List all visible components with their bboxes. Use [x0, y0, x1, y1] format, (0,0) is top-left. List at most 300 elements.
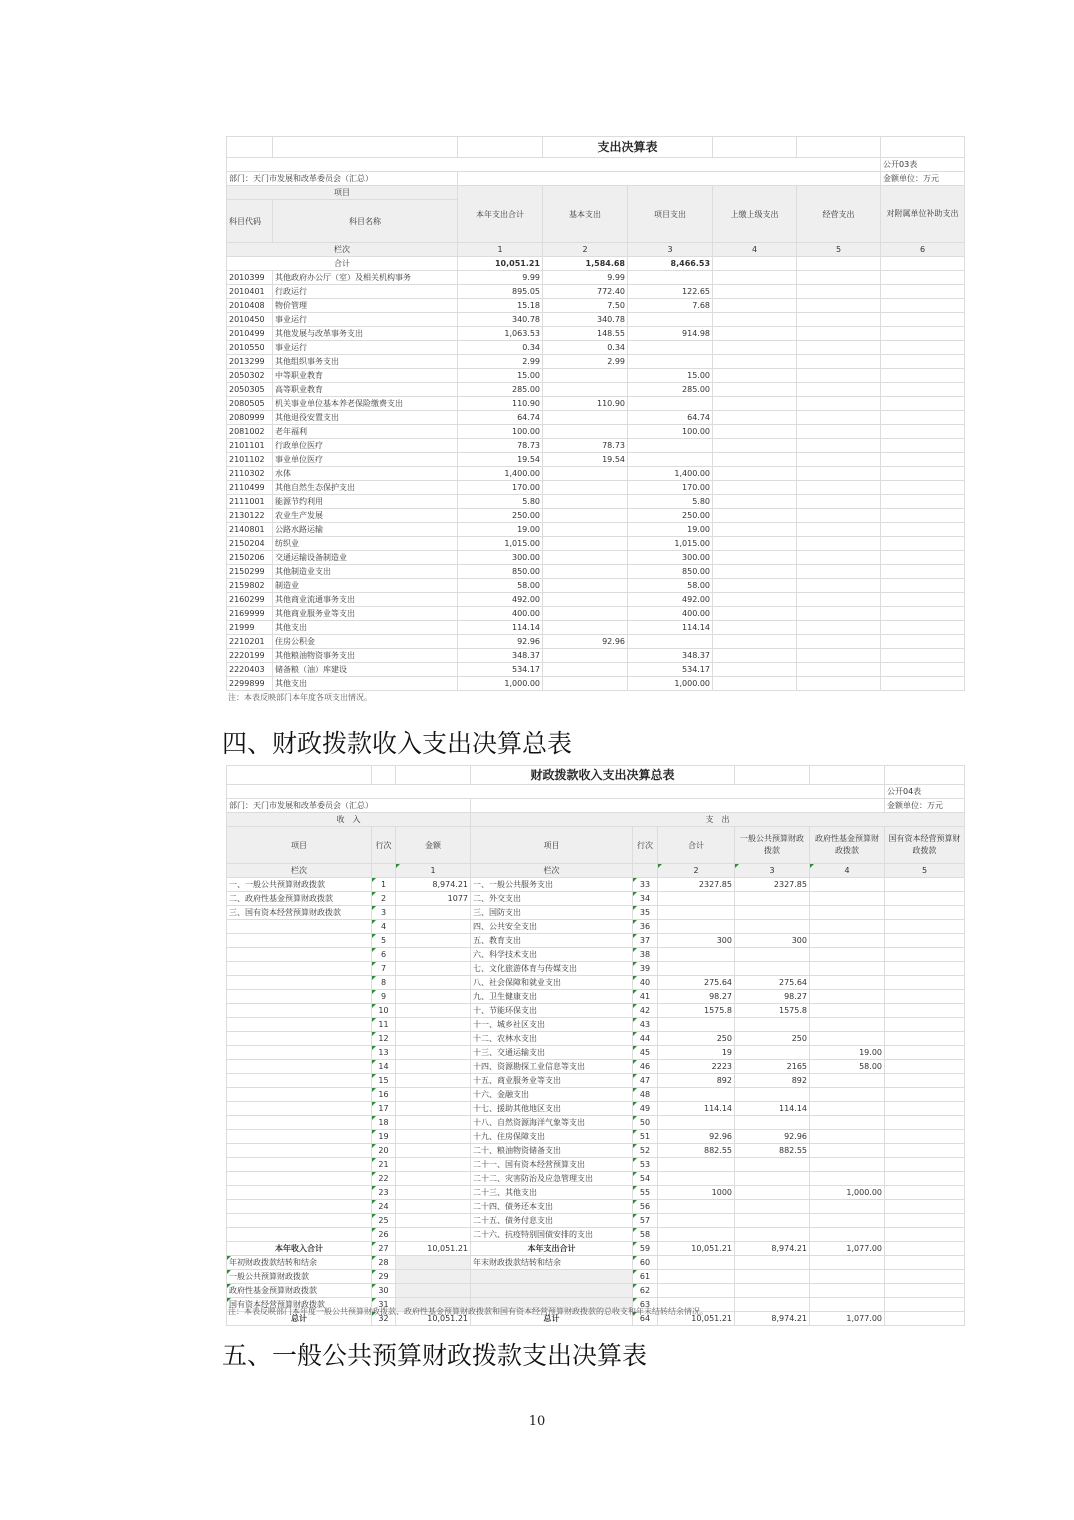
- subject-name: 事业运行: [273, 313, 458, 327]
- line-number: 28: [372, 1256, 396, 1270]
- basic-amount: 772.40: [543, 285, 628, 299]
- total-amount: 1,000.00: [458, 677, 543, 691]
- basic-amount: [543, 383, 628, 397]
- line-number: 1: [372, 878, 396, 892]
- fund-budget: [810, 892, 885, 906]
- seq-label: 栏次: [471, 864, 633, 878]
- empty-cell: [881, 663, 965, 677]
- expense-item: 三、国防支出: [471, 906, 633, 920]
- line-number: 14: [372, 1060, 396, 1074]
- subject-name: 纺织业: [273, 537, 458, 551]
- expense-total: [658, 962, 735, 976]
- state-capital: [885, 1214, 965, 1228]
- total-amount: 110.90: [458, 397, 543, 411]
- table1-unit: 金额单位：万元: [881, 172, 965, 186]
- expense-item: 二十二、灾害防治及应急管理支出: [471, 1172, 633, 1186]
- table-row: [227, 934, 965, 948]
- table-row: [227, 453, 965, 467]
- basic-amount: [543, 649, 628, 663]
- table-row: [227, 1074, 965, 1088]
- expense-total: 1575.8: [658, 1004, 735, 1018]
- empty-cell: [713, 635, 797, 649]
- table-row: [227, 1032, 965, 1046]
- fund-budget: [810, 1130, 885, 1144]
- line-number: 21: [372, 1158, 396, 1172]
- total-amount: 285.00: [458, 383, 543, 397]
- expense-total-label: 本年支出合计: [471, 1242, 633, 1256]
- subject-code: 2010550: [227, 341, 273, 355]
- line-number: 47: [633, 1074, 658, 1088]
- total-amount: 5.80: [458, 495, 543, 509]
- empty-cell: [713, 509, 797, 523]
- empty-cell: [797, 411, 881, 425]
- empty-cell: [881, 495, 965, 509]
- income-item: [227, 1004, 372, 1018]
- income-amount: [396, 948, 471, 962]
- total-amount: 9.99: [458, 271, 543, 285]
- table-row: [227, 383, 965, 397]
- state-capital: [885, 1032, 965, 1046]
- empty-cell: [881, 523, 965, 537]
- table-row: [227, 481, 965, 495]
- income-amount: [396, 1074, 471, 1088]
- expense-item: 九、卫生健康支出: [471, 990, 633, 1004]
- income-amount: [396, 934, 471, 948]
- basic-amount: [543, 607, 628, 621]
- basic-amount: 92.96: [543, 635, 628, 649]
- total-amount: 58.00: [458, 579, 543, 593]
- subject-name: 制造业: [273, 579, 458, 593]
- subject-code: 2159802: [227, 579, 273, 593]
- expense-total: [658, 1158, 735, 1172]
- income-amount: [396, 1004, 471, 1018]
- income-item: [227, 962, 372, 976]
- subject-code: 2220403: [227, 663, 273, 677]
- empty-cell: [713, 341, 797, 355]
- subject-code: 2140801: [227, 523, 273, 537]
- state-capital: [885, 878, 965, 892]
- project-amount: [628, 397, 713, 411]
- subject-code: 2010450: [227, 313, 273, 327]
- line-number: 5: [372, 934, 396, 948]
- total-amount: 64.74: [458, 411, 543, 425]
- fund-budget: [810, 1102, 885, 1116]
- project-amount: 114.14: [628, 621, 713, 635]
- empty-cell: [713, 551, 797, 565]
- expense-item: 二十四、债务还本支出: [471, 1200, 633, 1214]
- line-number: 22: [372, 1172, 396, 1186]
- empty-cell: [797, 439, 881, 453]
- empty-cell: [713, 313, 797, 327]
- empty-cell: [797, 523, 881, 537]
- total-amount: 15.18: [458, 299, 543, 313]
- expense-total: [658, 1088, 735, 1102]
- empty-cell: [797, 313, 881, 327]
- expense-total-fund: 1,077.00: [810, 1242, 885, 1256]
- header-subject-code: 科目代码: [227, 200, 273, 243]
- empty-cell: [713, 565, 797, 579]
- subject-name: 其他退役安置支出: [273, 411, 458, 425]
- expense-total: [658, 920, 735, 934]
- grand-total-label: 总计: [471, 1312, 633, 1326]
- subject-code: 2111001: [227, 495, 273, 509]
- subject-code: 2130122: [227, 509, 273, 523]
- project-amount: 300.00: [628, 551, 713, 565]
- general-budget: [735, 948, 810, 962]
- table-row: [227, 677, 965, 691]
- basic-amount: 148.55: [543, 327, 628, 341]
- project-amount: [628, 635, 713, 649]
- total-amount: 340.78: [458, 313, 543, 327]
- empty-cell: [713, 425, 797, 439]
- empty-cell: [881, 467, 965, 481]
- subject-name: 其他支出: [273, 677, 458, 691]
- income-total-amount: 10,051.21: [396, 1242, 471, 1256]
- empty-cell: [713, 481, 797, 495]
- table-row: [227, 397, 965, 411]
- general-budget: [735, 1046, 810, 1060]
- subject-name: 住房公积金: [273, 635, 458, 649]
- line-number: 57: [633, 1214, 658, 1228]
- line-number: 6: [372, 948, 396, 962]
- table-row: [227, 663, 965, 677]
- total-amount: 100.00: [458, 425, 543, 439]
- empty-cell: [881, 341, 965, 355]
- line-number: 4: [372, 920, 396, 934]
- table-row: [227, 579, 965, 593]
- expense-item: 二、外交支出: [471, 892, 633, 906]
- fund-budget: 58.00: [810, 1060, 885, 1074]
- line-number: 7: [372, 962, 396, 976]
- table-row: [227, 948, 965, 962]
- expense-item: 二十三、其他支出: [471, 1186, 633, 1200]
- total-amount: 850.00: [458, 565, 543, 579]
- table1-title: 支出决算表: [543, 137, 713, 158]
- subject-name: 农业生产发展: [273, 509, 458, 523]
- project-amount: 19.00: [628, 523, 713, 537]
- state-capital: [885, 1130, 965, 1144]
- empty-cell: [713, 355, 797, 369]
- subject-name: 其他制造业支出: [273, 565, 458, 579]
- expense-total: 2327.85: [658, 878, 735, 892]
- expense-item: 十一、城乡社区支出: [471, 1018, 633, 1032]
- empty-cell: [797, 579, 881, 593]
- seq-cell: 5: [797, 243, 881, 257]
- income-amount: 8,974.21: [396, 878, 471, 892]
- empty-cell: [797, 607, 881, 621]
- income-item: [227, 1228, 372, 1242]
- project-amount: [628, 341, 713, 355]
- subject-name: 储备粮（油）库建设: [273, 663, 458, 677]
- income-amount: 1077: [396, 892, 471, 906]
- project-amount: 15.00: [628, 369, 713, 383]
- fund-budget: [810, 1018, 885, 1032]
- subject-code: 21999: [227, 621, 273, 635]
- table-row: [227, 607, 965, 621]
- grand-total-general: 8,974.21: [735, 1312, 810, 1326]
- table-row: [227, 509, 965, 523]
- project-amount: 100.00: [628, 425, 713, 439]
- grand-total-label: 总计: [227, 1312, 372, 1326]
- section-5-title: 五、一般公共预算财政拨款支出决算表: [222, 1341, 648, 1370]
- state-capital: [885, 906, 965, 920]
- line-number: 58: [633, 1228, 658, 1242]
- grand-total-value: 10,051.21: [658, 1312, 735, 1326]
- income-amount: [396, 906, 471, 920]
- table-row: [227, 439, 965, 453]
- subject-code: 2110499: [227, 481, 273, 495]
- empty-cell: [713, 495, 797, 509]
- empty-cell: [797, 271, 881, 285]
- table-row: [227, 962, 965, 976]
- expense-total: 250: [658, 1032, 735, 1046]
- project-amount: [628, 439, 713, 453]
- seq-cell: 3: [735, 864, 810, 878]
- state-capital: [885, 1088, 965, 1102]
- subject-name: 其他组织事务支出: [273, 355, 458, 369]
- subject-code: 2160299: [227, 593, 273, 607]
- line-number: 45: [633, 1046, 658, 1060]
- expense-item: 二十、粮油物资储备支出: [471, 1144, 633, 1158]
- header-fund: 政府性基金预算财政拨款: [810, 827, 885, 864]
- empty-cell: [713, 607, 797, 621]
- subject-code: 2101102: [227, 453, 273, 467]
- table-row: [227, 1186, 965, 1200]
- income-item: [227, 1102, 372, 1116]
- empty-cell: [881, 621, 965, 635]
- basic-amount: 2.99: [543, 355, 628, 369]
- table2-title: 财政拨款收入支出决算总表: [471, 766, 735, 785]
- empty-cell: [713, 663, 797, 677]
- seq-cell: 1: [396, 864, 471, 878]
- income-amount: [396, 1214, 471, 1228]
- expense-total: 98.27: [658, 990, 735, 1004]
- general-budget: [735, 906, 810, 920]
- total-amount: 300.00: [458, 551, 543, 565]
- general-budget: [735, 1116, 810, 1130]
- empty-cell: [881, 397, 965, 411]
- total-amount: 92.96: [458, 635, 543, 649]
- basic-amount: [543, 411, 628, 425]
- expense-item: 十六、金融支出: [471, 1088, 633, 1102]
- state-capital: [885, 1102, 965, 1116]
- expense-total: [658, 906, 735, 920]
- table-row: [227, 537, 965, 551]
- table-row: [227, 1046, 965, 1060]
- line-number: 27: [372, 1242, 396, 1256]
- state-capital: [885, 892, 965, 906]
- total-amount: 78.73: [458, 439, 543, 453]
- total-amount: 1,400.00: [458, 467, 543, 481]
- basic-amount: 110.90: [543, 397, 628, 411]
- subject-name: 其他自然生态保护支出: [273, 481, 458, 495]
- table2-dept: 部门：天门市发展和改革委员会（汇总）: [227, 799, 471, 813]
- fund-budget: [810, 906, 885, 920]
- fund-budget: 19.00: [810, 1046, 885, 1060]
- table-row: [227, 1144, 965, 1158]
- subject-code: 2299899: [227, 677, 273, 691]
- general-budget: [735, 1214, 810, 1228]
- line-number: 42: [633, 1004, 658, 1018]
- line-number: 11: [372, 1018, 396, 1032]
- seq-cell: 6: [881, 243, 965, 257]
- table-row: [227, 551, 965, 565]
- state-capital: [885, 1200, 965, 1214]
- total-amount: 19.00: [458, 523, 543, 537]
- income-total-label: 本年收入合计: [227, 1242, 372, 1256]
- line-number: 23: [372, 1186, 396, 1200]
- line-number: 29: [372, 1270, 396, 1284]
- income-item: [227, 1046, 372, 1060]
- expense-item: 十二、农林水支出: [471, 1032, 633, 1046]
- empty-cell: [797, 285, 881, 299]
- table-row: [227, 1116, 965, 1130]
- table-row: [227, 327, 965, 341]
- total-amount: 895.05: [458, 285, 543, 299]
- income-item: 二、政府性基金预算财政拨款: [227, 892, 372, 906]
- empty-cell: [713, 649, 797, 663]
- empty-cell: [881, 271, 965, 285]
- income-label: 收 入: [227, 813, 471, 827]
- table-row: [227, 313, 965, 327]
- project-amount: 400.00: [628, 607, 713, 621]
- subject-name: 高等职业教育: [273, 383, 458, 397]
- line-number: 36: [633, 920, 658, 934]
- subject-name: 行政单位医疗: [273, 439, 458, 453]
- project-amount: 64.74: [628, 411, 713, 425]
- line-number: 8: [372, 976, 396, 990]
- fund-budget: [810, 1172, 885, 1186]
- expense-item: 十四、资源勘探工业信息等支出: [471, 1060, 633, 1074]
- fund-budget: [810, 1116, 885, 1130]
- subject-code: 2169999: [227, 607, 273, 621]
- empty-cell: [881, 509, 965, 523]
- general-budget: 98.27: [735, 990, 810, 1004]
- income-item: [227, 1088, 372, 1102]
- basic-amount: [543, 481, 628, 495]
- empty-cell: [797, 355, 881, 369]
- project-amount: [628, 271, 713, 285]
- empty-cell: [797, 593, 881, 607]
- empty-cell: [713, 369, 797, 383]
- line-number: 25: [372, 1214, 396, 1228]
- general-budget: 250: [735, 1032, 810, 1046]
- line-number: 19: [372, 1130, 396, 1144]
- subject-code: 2080505: [227, 397, 273, 411]
- total-value: 1,584.68: [543, 257, 628, 271]
- subject-name: 事业运行: [273, 341, 458, 355]
- line-number: 43: [633, 1018, 658, 1032]
- line-number: 10: [372, 1004, 396, 1018]
- table-row: [227, 285, 965, 299]
- basic-amount: [543, 677, 628, 691]
- table2-unit: 金额单位：万元: [885, 799, 965, 813]
- basic-amount: [543, 523, 628, 537]
- expense-total: [658, 948, 735, 962]
- empty-cell: [713, 439, 797, 453]
- empty-cell: [881, 313, 965, 327]
- empty-cell: [881, 369, 965, 383]
- income-item: 三、国有资本经营预算财政拨款: [227, 906, 372, 920]
- seq-cell: 4: [810, 864, 885, 878]
- total-amount: 15.00: [458, 369, 543, 383]
- table-row: [227, 635, 965, 649]
- general-budget: [735, 892, 810, 906]
- empty-cell: [713, 411, 797, 425]
- line-number: 56: [633, 1200, 658, 1214]
- line-number: 40: [633, 976, 658, 990]
- line-number: 31: [372, 1298, 396, 1312]
- total-amount: 348.37: [458, 649, 543, 663]
- income-item: [227, 1172, 372, 1186]
- header-subject-name: 科目名称: [273, 200, 458, 243]
- empty-cell: [797, 467, 881, 481]
- line-number: 9: [372, 990, 396, 1004]
- table-row: [227, 271, 965, 285]
- subject-code: 2050305: [227, 383, 273, 397]
- project-amount: [628, 313, 713, 327]
- empty-cell: [881, 551, 965, 565]
- empty-cell: [881, 607, 965, 621]
- empty-cell: [713, 621, 797, 635]
- line-number: 35: [633, 906, 658, 920]
- line-number: 37: [633, 934, 658, 948]
- seq-cell: 3: [628, 243, 713, 257]
- table-row: [227, 341, 965, 355]
- general-budget: [735, 1200, 810, 1214]
- line-number: 17: [372, 1102, 396, 1116]
- income-item: [227, 1214, 372, 1228]
- income-amount: [396, 920, 471, 934]
- income-item: [227, 1018, 372, 1032]
- table1-code: 公开03表: [881, 158, 965, 172]
- empty-cell: [713, 285, 797, 299]
- basic-amount: [543, 565, 628, 579]
- state-capital: [885, 1172, 965, 1186]
- header-col5: 经营支出: [797, 186, 881, 243]
- fund-budget: [810, 1228, 885, 1242]
- expense-total: [658, 892, 735, 906]
- empty-cell: [881, 425, 965, 439]
- basic-amount: [543, 495, 628, 509]
- line-number: 39: [633, 962, 658, 976]
- table-row: [227, 990, 965, 1004]
- table-row: [227, 565, 965, 579]
- line-number: 53: [633, 1158, 658, 1172]
- expense-total: [658, 1214, 735, 1228]
- project-amount: 914.98: [628, 327, 713, 341]
- general-budget: [735, 1088, 810, 1102]
- fund-budget: [810, 1074, 885, 1088]
- empty-cell: [797, 509, 881, 523]
- income-amount: [396, 1200, 471, 1214]
- grand-total-amount: 10,051.21: [396, 1312, 471, 1326]
- table1-dept: 部门：天门市发展和改革委员会（汇总）: [227, 172, 458, 186]
- seq-cell: 2: [658, 864, 735, 878]
- empty-cell: [713, 383, 797, 397]
- basic-amount: [543, 621, 628, 635]
- income-item: [227, 1186, 372, 1200]
- line-number: 46: [633, 1060, 658, 1074]
- header-col6: 对附属单位补助支出: [881, 186, 965, 243]
- expense-item: 二十一、国有资本经营预算支出: [471, 1158, 633, 1172]
- income-item: [227, 1200, 372, 1214]
- project-amount: [628, 355, 713, 369]
- empty-cell: [797, 495, 881, 509]
- empty-cell: [797, 621, 881, 635]
- fund-budget: [810, 1200, 885, 1214]
- income-item: [227, 1060, 372, 1074]
